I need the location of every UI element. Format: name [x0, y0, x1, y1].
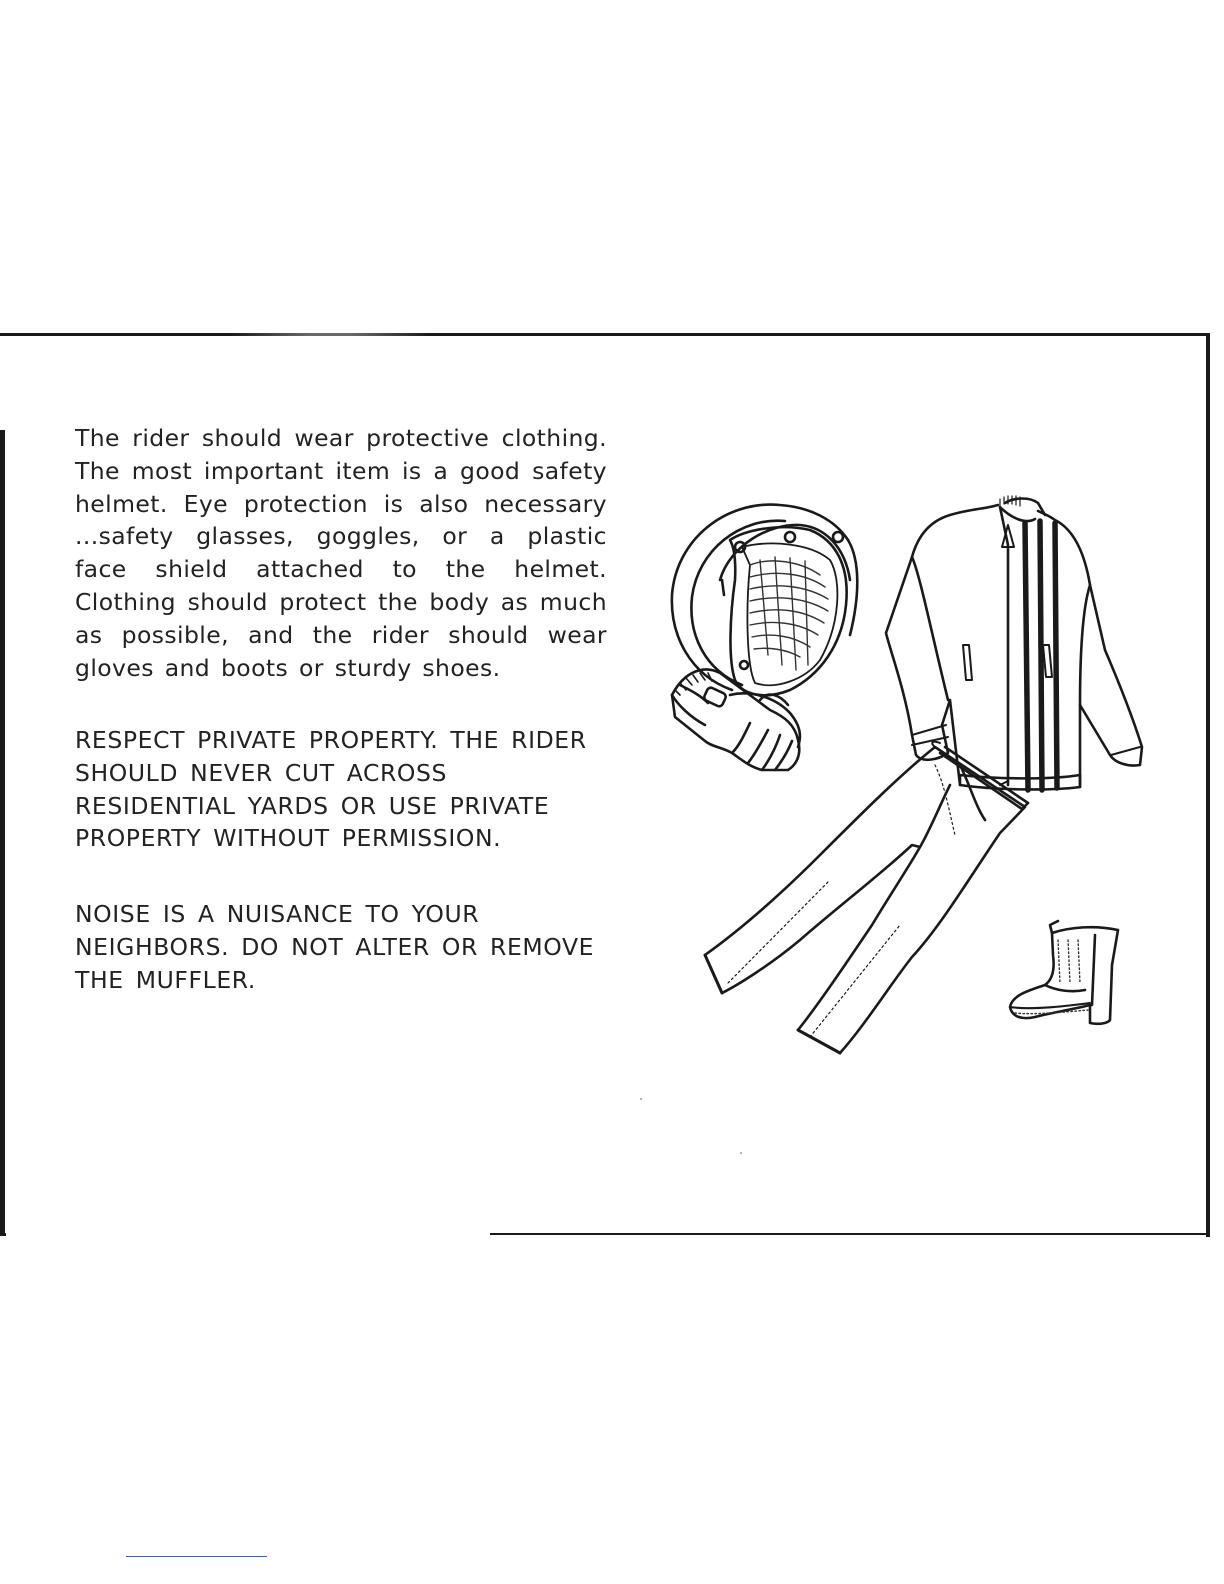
frame-top-border-faded: [230, 333, 430, 336]
frame-right-border: [1206, 333, 1210, 1237]
jacket-icon: [886, 496, 1142, 790]
private-property-paragraph: RESPECT PRIVATE PROPERTY. THE RIDER SHOULD NEVER CUT ACROSS RESIDENTIAL YARDS OR USE PRIVATE PROPERTY WITHOUT PERMISSION.: [75, 726, 587, 853]
scan-artifact-line: [126, 1556, 267, 1557]
frame-bottom-border: [490, 1233, 1210, 1235]
helmet-icon: [672, 505, 857, 696]
frame-left-border: [0, 430, 5, 1236]
boot-icon: [1010, 921, 1118, 1024]
scan-speck: [740, 1152, 742, 1154]
protective-gear-illustration: [650, 485, 1170, 1075]
frame-top-border: [0, 333, 1208, 336]
noise-paragraph: NOISE IS A NUISANCE TO YOUR NEIGHBORS. DO NOT ALTER OR REMOVE THE MUFFLER.: [75, 900, 595, 994]
scan-speck: [640, 1098, 642, 1100]
protective-clothing-paragraph: The rider should wear protective clothing. The most important item is a good safety helmet. Eye protection is also necessary ...safety glasses, goggles, or a plastic face shield attached to the helmet. Clothing should protect the body as much as possible, and the rider should wear gloves and boots or sturdy shoes.: [75, 424, 607, 682]
frame-bottom-corner: [0, 1233, 6, 1236]
